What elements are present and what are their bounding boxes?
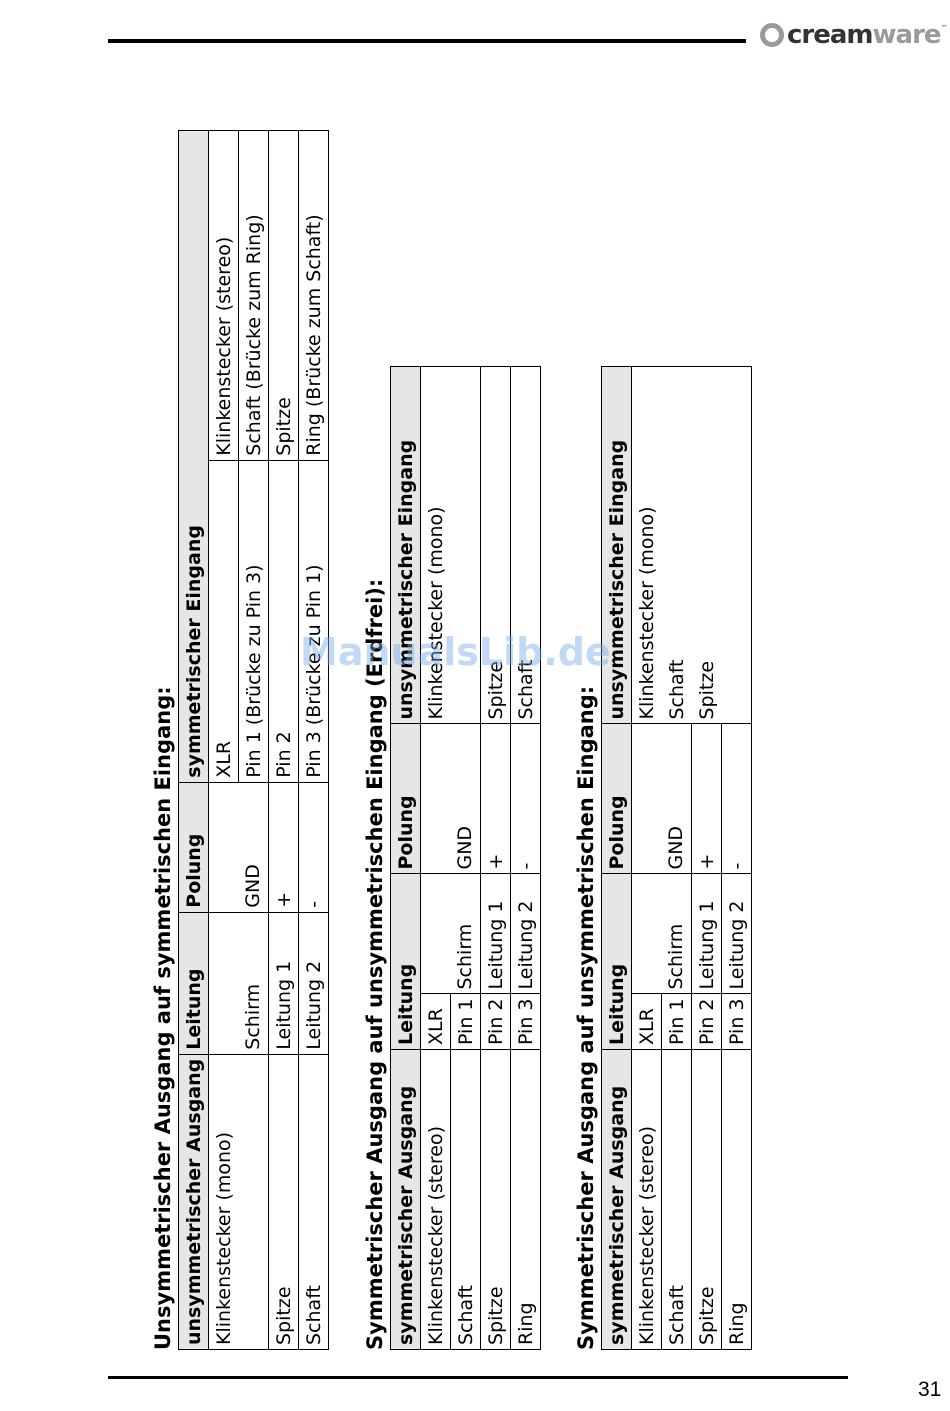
table-cell: [239, 1054, 269, 1349]
table-cell: Spitze: [269, 1054, 299, 1349]
table-cell: Schirm: [662, 874, 692, 994]
table-cell: Klinkenstecker (mono): [632, 367, 662, 724]
table-cell: +: [481, 724, 511, 874]
table-cell: Schaft: [662, 1050, 692, 1350]
header-cell: symmetrischer Ausgang: [602, 1050, 632, 1350]
header-cell: symmetrischer Ausgang: [391, 1050, 421, 1350]
table-cell: Schaft: [299, 1054, 329, 1349]
table-cell: Klinkenstecker (stereo): [209, 130, 239, 460]
table-cell: Ring (Brücke zum Schaft): [299, 130, 329, 460]
header-cell: unsymmetrischer Eingang: [602, 367, 632, 724]
table-cell: XLR: [209, 460, 239, 782]
table-cell: [209, 782, 239, 912]
table-row: [692, 367, 722, 1350]
table-row: [632, 367, 662, 1350]
table-cell: Schaft: [662, 367, 692, 724]
table-cell: Schaft: [511, 367, 541, 724]
table-cell: Klinkenstecker (mono): [421, 367, 451, 724]
header-cell: unsymmetrischer Ausgang: [179, 1054, 209, 1349]
table-cell: Pin 2: [269, 460, 299, 782]
table-row: [662, 367, 692, 1350]
table-row: [299, 130, 329, 1349]
table-cell: -: [722, 724, 752, 874]
pinout-table: [178, 130, 329, 1350]
table-cell: +: [692, 724, 722, 874]
footer-rule: [108, 1376, 848, 1379]
table-cell: Spitze: [692, 367, 722, 724]
table-cell: Schaft (Brücke zum Ring): [239, 130, 269, 460]
table-row: [511, 367, 541, 1350]
table-row: [269, 130, 299, 1349]
table-cell: Spitze: [481, 1050, 511, 1350]
header-cell: Leitung: [179, 912, 209, 1054]
table-cell: Leitung 2: [722, 874, 752, 994]
table-cell: Pin 1: [662, 994, 692, 1050]
table-cell: Leitung 1: [269, 912, 299, 1054]
table-cell: [421, 874, 451, 994]
table-cell: Ring: [511, 1050, 541, 1350]
table-cell: Leitung 2: [299, 912, 329, 1054]
table-cell: [209, 912, 239, 1054]
table-cell: [632, 724, 662, 874]
table-cell: Spitze: [692, 1050, 722, 1350]
header-cell: Polung: [391, 724, 421, 874]
table-cell: Schirm: [451, 874, 481, 994]
logo-ring-icon: [760, 23, 784, 47]
table-cell: Pin 2: [481, 994, 511, 1050]
table-row: [722, 367, 752, 1350]
section-unsym-to-sym: [148, 130, 329, 1350]
table-cell: Schaft: [451, 1050, 481, 1350]
pinout-table: [390, 367, 541, 1351]
table-cell: +: [269, 782, 299, 912]
creamware-logo: [760, 18, 948, 52]
header-cell: unsymmetrischer Eingang: [391, 367, 421, 724]
table-header-row: [602, 367, 632, 1350]
section-title: Unsymmetrischer Ausgang auf symmetrischen Eingang:: [151, 686, 175, 1350]
table-row: [239, 130, 269, 1349]
table-header-row: [179, 130, 209, 1349]
table-cell: [421, 724, 451, 874]
table-cell: Klinkenstecker (stereo): [421, 1050, 451, 1350]
header-cell: Polung: [602, 724, 632, 874]
header-cell: Leitung: [602, 874, 632, 1050]
table-cell: Pin 3: [511, 994, 541, 1050]
table-cell: Pin 1 (Brücke zu Pin 3): [239, 460, 269, 782]
page-number: 31: [918, 1378, 942, 1401]
section-title: Symmetrischer Ausgang auf unsymmetrischen Eingang (Erdfrei):: [363, 578, 387, 1350]
table-cell: Ring: [722, 1050, 752, 1350]
table-cell: Leitung 1: [481, 874, 511, 994]
table-cell: Klinkenstecker (stereo): [632, 1050, 662, 1350]
header-cell: symmetrischer Eingang: [179, 130, 209, 782]
table-cell: Pin 1: [451, 994, 481, 1050]
header-cell: Leitung: [391, 874, 421, 1050]
section-sym-to-unsym: [571, 367, 752, 1351]
table-row: [209, 130, 239, 1349]
table-cell: Pin 2: [692, 994, 722, 1050]
table-cell: -: [511, 724, 541, 874]
table-cell: XLR: [632, 994, 662, 1050]
table-cell: [451, 367, 481, 724]
logo-trademark: ™: [940, 24, 948, 32]
table-cell: [722, 367, 752, 724]
table-cell: Pin 3 (Brücke zu Pin 1): [299, 460, 329, 782]
table-header-row: [391, 367, 421, 1350]
table-row: [451, 367, 481, 1350]
table-cell: Pin 3: [722, 994, 752, 1050]
table-cell: Leitung 2: [511, 874, 541, 994]
logo-text-ware: ware: [872, 20, 941, 50]
watermark: ManualsLib.de: [300, 630, 611, 674]
section-title: Symmetrischer Ausgang auf unsymmetrischen Eingang:: [574, 685, 598, 1350]
section-sym-to-unsym-floating: [360, 367, 541, 1351]
header-cell: Polung: [179, 782, 209, 912]
table-cell: GND: [662, 724, 692, 874]
table-row: [421, 367, 451, 1350]
table-cell: XLR: [421, 994, 451, 1050]
pinout-table: [601, 367, 752, 1351]
table-row: [481, 367, 511, 1350]
table-cell: Leitung 1: [692, 874, 722, 994]
table-cell: Spitze: [269, 130, 299, 460]
table-cell: [632, 874, 662, 994]
table-cell: GND: [239, 782, 269, 912]
table-cell: Spitze: [481, 367, 511, 724]
table-cell: Klinkenstecker (mono): [209, 1054, 239, 1349]
table-cell: GND: [451, 724, 481, 874]
logo-text-cream: cream: [787, 20, 873, 50]
table-cell: -: [299, 782, 329, 912]
rotated-content: [148, 100, 748, 1350]
table-cell: Schirm: [239, 912, 269, 1054]
header-rule: [108, 39, 746, 43]
